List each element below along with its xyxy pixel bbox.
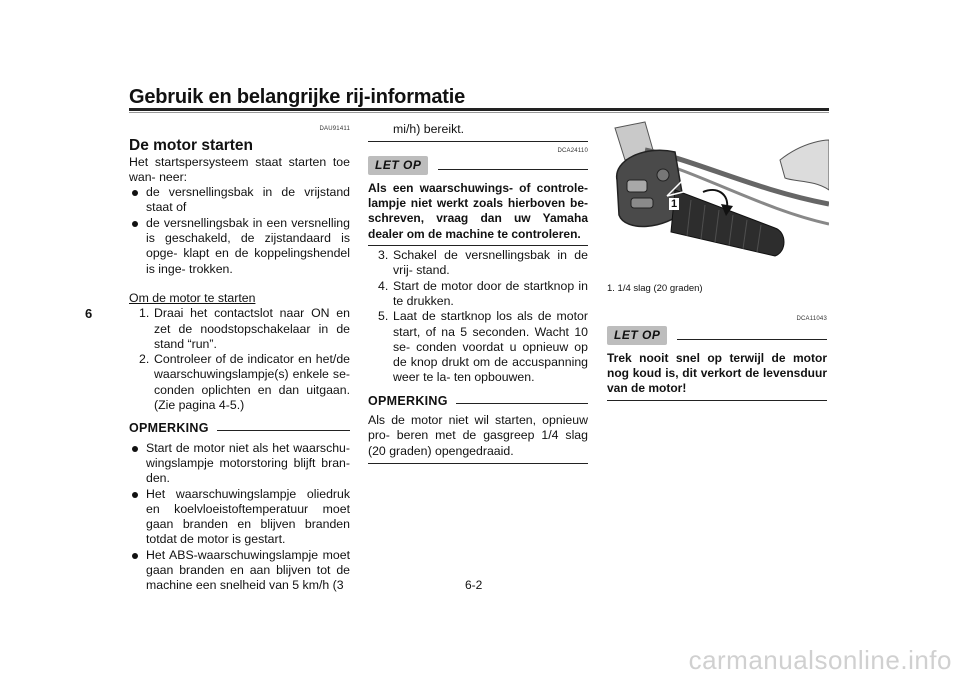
caution-bottom-rule bbox=[368, 245, 588, 246]
step-text: Controleer of de indicator en het/de waarschuwingslampje(s) enkele se- conden oplichten en dan uitgaan. (Zie pagina 4-5.) bbox=[154, 352, 350, 413]
step-item bbox=[368, 248, 588, 279]
caution-rule bbox=[677, 339, 827, 340]
step-item bbox=[368, 279, 588, 310]
step-item bbox=[368, 309, 588, 385]
caution-top-rule bbox=[368, 141, 588, 142]
throttle-grip-illustration bbox=[605, 120, 829, 272]
caution-bottom-rule bbox=[607, 400, 827, 401]
column-3 bbox=[607, 281, 827, 401]
section-code: DAU91411 bbox=[319, 126, 350, 132]
note-rule bbox=[456, 403, 588, 404]
caution-code: DCA24110 bbox=[557, 148, 588, 155]
note-bottom-rule bbox=[368, 463, 588, 464]
caution-text: Als een waarschuwings- of controle- lampje niet werkt zoals hierboven be- schreven, vraag dan uw Yamaha dealer om de machine te controleren. bbox=[368, 180, 588, 241]
step-number: 3. bbox=[378, 248, 389, 263]
caution-code: DCA11043 bbox=[796, 316, 827, 323]
note-rule bbox=[217, 430, 350, 431]
figure-caption: 1. 1/4 slag (20 graden) bbox=[607, 283, 703, 294]
note-bullet: Het waarschuwingslampje oliedruk en koelvloeistoftemperatuur moet gaan branden en blijven branden totdat de motor is gestart. bbox=[129, 487, 350, 548]
header-rule-thin bbox=[129, 112, 829, 113]
step-number: 4. bbox=[378, 278, 389, 293]
caution-label: LET OP bbox=[368, 156, 428, 175]
step-text: Laat de startknop los als de motor start, of na 5 seconden. Wacht 10 se- conden voordat u opnieuw op de knop drukt om de accuspanning weer te la- ten opbouwen. bbox=[393, 309, 588, 385]
caution-rule bbox=[438, 169, 588, 170]
note-bullet: Start de motor niet als het waarschu- wingslampje motorstoring blijft bran- den. bbox=[129, 441, 350, 487]
caution-header bbox=[607, 326, 827, 345]
step-text: Start de motor door de startknop in te drukken. bbox=[393, 278, 588, 308]
step-number: 2. bbox=[139, 352, 150, 367]
caution-label: LET OP bbox=[607, 326, 667, 345]
header-rule bbox=[129, 108, 829, 111]
chapter-number: 6 bbox=[85, 306, 93, 321]
continued-text: mi/h) bereikt. bbox=[393, 122, 465, 136]
column-1 bbox=[129, 122, 350, 594]
caution-header bbox=[368, 156, 588, 175]
figure-callout: 1 bbox=[671, 198, 678, 210]
condition-item: de versnellingsbak in de vrijstand staat of bbox=[129, 185, 350, 216]
note-header bbox=[368, 394, 588, 409]
section-heading: De motor starten bbox=[129, 137, 254, 155]
step-text: Schakel de versnellingsbak in de vrij- stand. bbox=[393, 248, 588, 278]
page-number: 6-2 bbox=[465, 578, 483, 592]
note-label: OPMERKING bbox=[129, 421, 209, 436]
condition-item: de versnellingsbak in een versnelling is geschakeld, de zijstandaard is opge- klapt en de koppelingshendel is inge- trokken. bbox=[129, 216, 350, 277]
page-title: Gebruik en belangrijke rij-informatie bbox=[129, 86, 466, 108]
step-text: Draai het contactslot naar ON en zet de noodstopschakelaar in de stand “run”. bbox=[154, 306, 350, 351]
note-text: Als de motor niet wil starten, opnieuw pro- beren met de gasgreep 1/4 slag (20 graden) opengedraaid. bbox=[368, 413, 588, 458]
watermark: carmanualsonline.info bbox=[688, 645, 952, 675]
step-item bbox=[129, 306, 350, 352]
column-2 bbox=[368, 122, 588, 464]
step-number: 1. bbox=[139, 306, 150, 321]
caution-text: Trek nooit snel op terwijl de motor nog koud is, dit verkort de levensduur van de motor! bbox=[607, 350, 827, 396]
note-bullet: Het ABS-waarschuwingslampje moet gaan branden en aan blijven tot de machine een snelheid van 5 km/h (3 bbox=[129, 548, 350, 594]
step-number: 5. bbox=[378, 309, 389, 324]
subheading: Om de motor te starten bbox=[129, 290, 256, 305]
note-label: OPMERKING bbox=[368, 393, 448, 408]
handlebar-figure bbox=[605, 120, 829, 272]
note-header bbox=[129, 421, 350, 436]
step-item bbox=[129, 352, 350, 413]
intro-text: Het startspersysteem staat starten toe wan- neer: bbox=[129, 154, 350, 184]
